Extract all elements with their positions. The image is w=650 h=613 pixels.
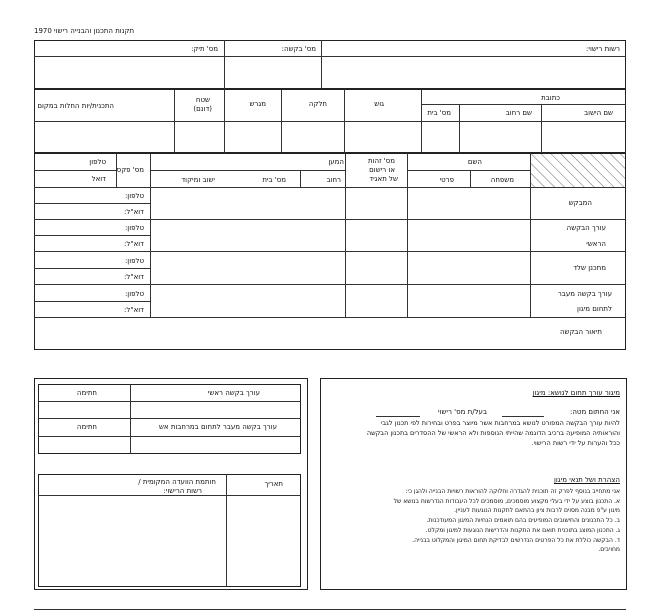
settlement-label: שם הישוב <box>584 109 613 117</box>
row-phone-shelter: טלפון: <box>124 290 144 298</box>
approval-committee-label: חותמת הוועדה המקומית / <box>138 478 216 486</box>
row-label-structural: מתכנן שלד <box>573 264 606 272</box>
declaration-line2: להיות עורך הבקשה המפורט לנושא במרחבות אשר מיוצר בפרט ובחירות לפי תכנון לגבי <box>380 419 620 427</box>
declaration-title: מיגור עורך תחום לנושא: מיגון <box>532 389 620 397</box>
gush-label: גוש <box>374 100 384 108</box>
house-no-label: מס' בית <box>427 109 451 117</box>
col-name: השם <box>467 158 482 166</box>
row-phone-editor: טלפון: <box>124 224 144 232</box>
condition-line-5: ד. הבקשה כוללת את כל הפרטים הנדרשים לבדיקת תחום המיגון והמקלוט בבנייה. <box>412 537 620 544</box>
request-desc-label: תיאור הבקשה <box>559 328 602 336</box>
migrash-label: מגרש <box>249 100 266 108</box>
condition-line-6: מחויבים. <box>598 546 620 553</box>
address-group-label: כתובת <box>541 94 560 102</box>
col-id3: של תאגיד <box>369 175 398 183</box>
col-house: מס' בית <box>262 176 286 184</box>
approval-date-field[interactable] <box>227 496 300 586</box>
condition-line-3: ב. כל התכנונים והחישובים המופיעים בהם תואמים הנחיות המיגון המעודכנות. <box>426 517 620 524</box>
col-phone: טלפון <box>89 158 106 166</box>
col-city: ישוב ומיקוד <box>181 176 215 184</box>
approval-authority-label: רשות הרישוי: <box>163 487 202 495</box>
col-family: משפחה <box>490 176 514 184</box>
col-street: רחוב <box>326 176 341 184</box>
fire-editor-sig-header: חתימה <box>76 423 97 431</box>
file-no-field[interactable] <box>35 57 223 88</box>
row-label-shelter: עורך בקשה מעבר <box>557 290 612 298</box>
bottom-rule <box>34 609 626 610</box>
condition-line-1: א. התכנון בוצע על ידי בעלי מקצוע מוסמכים, מוסמכים לכל העבודות הנדרשות בנושא של <box>393 498 620 505</box>
condition-line-4: ג. התכנון המוצג בתוכנית תואם את התקנות והדרישות הנוגעות למיגון ומקלט. <box>425 527 620 534</box>
row-email-structural: דוא"ל: <box>124 273 144 281</box>
declaration-line4: ככל והערות על ידי רשות הרישוי. <box>531 439 620 447</box>
approval-date-label: תאריך <box>264 480 283 488</box>
col-id: מס' זהות <box>368 157 395 165</box>
area-label: שטח <box>195 96 210 104</box>
col-email: דואל <box>91 175 106 183</box>
street-name-label: שם רחוב <box>505 109 532 117</box>
conditions-title: הצהרת ושל תנאי מיגון <box>553 476 620 484</box>
row-label2-editor: הראשי <box>586 240 606 248</box>
row-phone-structural: טלפון: <box>124 257 144 265</box>
row-phone-applicant: טלפון: <box>124 192 144 200</box>
declaration-line1a: אני החתום מטה: <box>569 408 620 416</box>
declaration-line3: והוראותיה המופיעה ברכיב הדוגמה שהייתי הנוספות ולא הראשי של ההסדרים בתכנון הבקשה <box>366 429 620 437</box>
hatched-corner <box>531 154 625 187</box>
plans-label: התכנית/יות החלות במקום <box>37 102 114 110</box>
row-label2-shelter: לתחום מיגון <box>577 305 612 313</box>
declarant-license-field[interactable] <box>376 408 420 417</box>
area-unit-label: (דונם) <box>193 105 212 113</box>
row-label-applicant: המבקש <box>568 199 592 207</box>
file-no-label: מס' תיק: <box>191 45 218 53</box>
condition-line-0: אני מתחייב בנוסף לפרק זה תוכנית להגדרה וחלוקה להוראות רשויות הבנייה ולהגן כי: <box>405 488 620 495</box>
fire-editor-header: עורך בקשה מעבר לתחום במרחבות אש <box>158 423 277 431</box>
row-email-shelter: דוא"ל: <box>124 306 144 314</box>
helka-label: חלקה <box>308 100 327 108</box>
col-fax: מס' פקס <box>116 166 144 174</box>
condition-line-2: מיגון ע"פ מבנה מסוים לרבות ציון בהתאם לתקנות הנוגעות לעניין. <box>454 507 620 514</box>
col-id2: או רישום <box>369 166 395 174</box>
declaration-line1b: בעל/ת מס' רישוי <box>438 408 487 416</box>
main-editor-sig-header: חתימה <box>76 389 97 397</box>
page-title: תקנות התכנון והבנייה רישוי 1970 <box>34 27 135 35</box>
col-address: המען <box>328 158 344 166</box>
fire-editor-signature[interactable] <box>39 437 129 453</box>
row-email-applicant: דוא"ל: <box>124 208 144 216</box>
request-no-label: מס' בקשה: <box>281 45 316 53</box>
row-label-editor: עורך הבקשה <box>566 224 606 232</box>
approval-stamp-field[interactable] <box>39 496 225 586</box>
request-desc-field[interactable] <box>35 318 529 349</box>
permit-authority-label: רשות רישוי: <box>586 45 620 53</box>
main-editor-header: עורך בקשה ראשי <box>207 389 260 397</box>
permit-authority-field[interactable] <box>322 57 625 88</box>
col-private: פרטי <box>439 176 454 184</box>
main-editor-signature[interactable] <box>39 402 129 417</box>
row-email-editor: דוא"ל: <box>124 240 144 248</box>
declarant-name-field[interactable] <box>502 408 544 417</box>
request-no-field[interactable] <box>225 57 320 88</box>
